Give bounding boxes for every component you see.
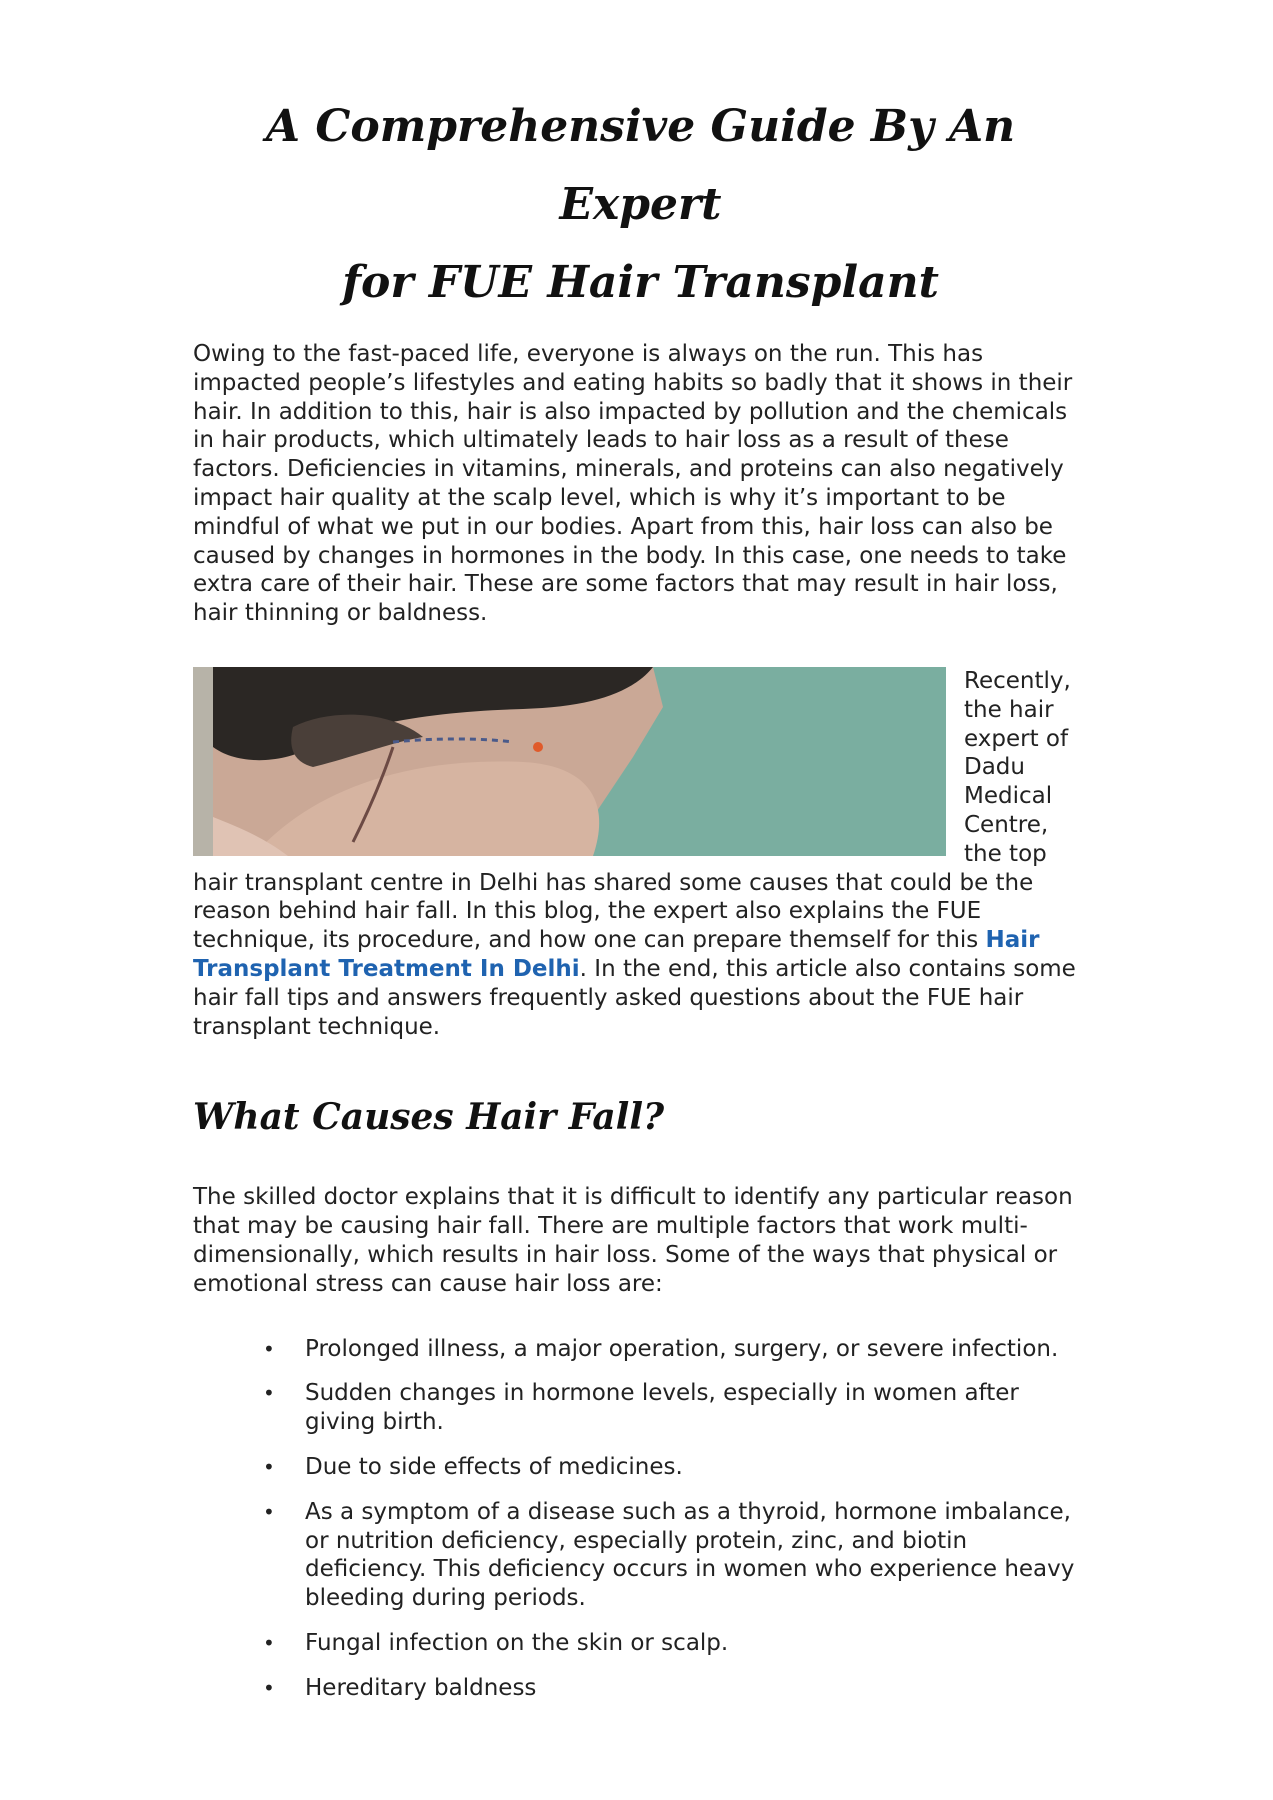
causes-bullet-list (193, 1335, 1088, 1703)
list-item: • As a symptom of a disease such as a thyroid, hormone imbalance, or nutrition deficiency, especially protein, zinc, and biotin deficiency. This deficiency occurs in women who experience heavy bleeding during periods. (263, 1498, 1075, 1612)
bullet-dot-icon: • (263, 1454, 275, 1479)
bullet-dot-icon: • (263, 1499, 275, 1524)
bullet-dot-icon: • (263, 1336, 275, 1361)
wrap-text-after-link: . In the end, this article also contains some hair fall tips and answers frequently asked questions about the FUE hair transplant technique. (193, 955, 1076, 1040)
list-item: • Hereditary baldness (263, 1674, 537, 1701)
document-page (193, 88, 1088, 1718)
bullet-dot-icon: • (263, 1675, 275, 1700)
title-line-2: for FUE Hair Transplant (342, 257, 939, 308)
image-text-wrap (193, 667, 1088, 1041)
wrap-text-before-link: Recently, the hair expert of Dadu Medical Centre, the top hair transplant centre in Delhi has shared some causes that could be the reason behind hair fall. In this blog, the expert also explains the FUE technique, its procedure, and how one can prepare themself for this (193, 667, 1071, 954)
bullet-dot-icon: • (263, 1630, 275, 1655)
scalp-photo-illustration (193, 667, 946, 856)
list-item: • Due to side effects of medicines. (263, 1453, 683, 1480)
bullet-dot-icon: • (263, 1381, 275, 1406)
hair-transplant-link[interactable]: Hair Transplant Treatment In Delhi (193, 927, 1040, 982)
document-title (193, 88, 1088, 322)
list-item: • Fungal infection on the skin or scalp. (263, 1629, 729, 1656)
hair-transplant-photo (193, 667, 946, 856)
causes-intro-paragraph: The skilled doctor explains that it is difficult to identify any particular reason that may be causing hair fall. There are multiple factors that work multi-dimensionally, which results in hair loss. Some of the ways that physical or emotional stress can cause hair loss are: (193, 1184, 1073, 1297)
section-heading-causes: What Causes Hair Fall? (193, 1096, 665, 1139)
title-line-1: A Comprehensive Guide By An Expert (265, 101, 1016, 230)
list-item: • Sudden changes in hormone levels, especially in women after giving birth. (263, 1380, 1019, 1436)
intro-paragraph: Owing to the fast-paced life, everyone is always on the run. This has impacted people’s lifestyles and eating habits so badly that it shows in their hair. In addition to this, hair is also impacted by pollution and the chemicals in hair products, which ultimately leads to hair loss as a result of these factors. Deficiencies in vitamins, minerals, and proteins can also negatively impact hair quality at the scalp level, which is why it’s important to be mindful of what we put in our bodies. Apart from this, hair loss can also be caused by changes in hormones in the body. In this case, one needs to take extra care of their hair. These are some factors that may result in hair loss, hair thinning or baldness. (193, 341, 1073, 627)
list-item: • Prolonged illness, a major operation, surgery, or severe infection. (263, 1335, 1059, 1362)
